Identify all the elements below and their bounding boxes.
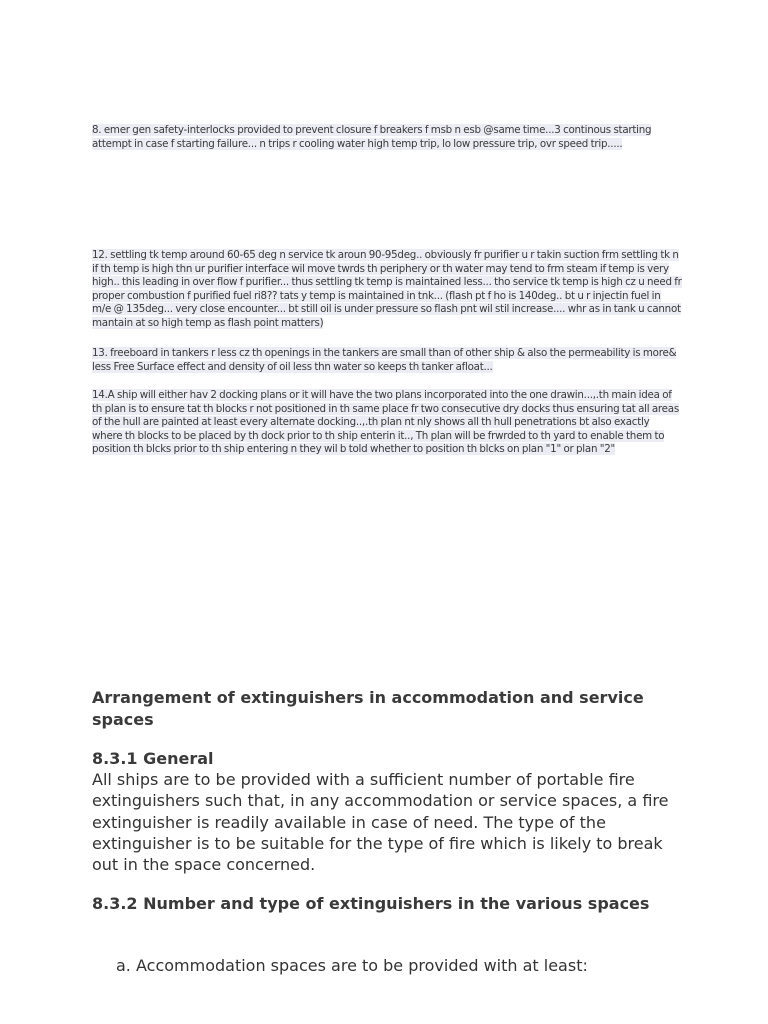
subsection-general-body: All ships are to be provided with a sufficient number of portable fire extinguishers such that, in any accommodation or service spaces, a fire extinguisher is readily available in case of need. The type of the extinguisher is to be suitable for the type of fire which is likely to break out in the space concerned.	[92, 770, 669, 875]
section-title: Arrangement of extinguishers in accommodation and service spaces	[92, 688, 644, 729]
note-13	[92, 347, 682, 374]
note-8	[92, 124, 682, 151]
note-14	[92, 389, 682, 457]
list-item-a: a. Accommodation spaces are to be provided with at least:	[116, 956, 588, 975]
subsection-general-title: 8.3.1 General	[92, 749, 214, 768]
note-12	[92, 249, 682, 331]
subsection-number-type-title: 8.3.2 Number and type of extinguishers in the various spaces	[92, 894, 650, 913]
note-8-text: 8. emer gen safety-interlocks provided to prevent closure f breakers f msb n esb @same time...3 continous starting attempt in case f starting failure... n trips r cooling water high temp trip, lo low pressure trip, ovr speed trip.....	[92, 124, 652, 150]
note-14-text: 14.A ship will either hav 2 docking plans or it will have the two plans incorporated into the one drawin...,.th main idea of th plan is to ensure tat th blocks r not positioned in th same place fr two consecutive dry docks thus ensuring tat all areas of the hull are painted at least every alternate docking..,.th plan nt nly shows all th hull penetrations bt also exactly where th blocks to be placed by th dock prior to th ship enterin it.., Th plan will be frwrded to th yard to enable them to position th blcks prior to th ship entering n they wil b told whether to position th blcks on plan "1" or plan "2"	[92, 389, 679, 456]
note-12-text: 12. settling tk temp around 60-65 deg n service tk aroun 90-95deg.. obviously fr purifier u r takin suction frm settling tk n if th temp is high thn ur purifier interface wil move twrds th periphery or th water may tend to frm steam if temp is very high.. this leading in over flow f purifier... thus settling tk temp is maintained less... tho service tk temp is high cz u need fr proper combustion f purified fuel ri8?? tats y temp is maintained in tnk... (flash pt f ho is 140deg.. bt u r injectin fuel in m/e @ 135deg... very close encounter... bt still oil is under pressure so flash pnt wil stil increase.... whr as in tank u cannot mantain at so high temp as flash point matters)	[92, 249, 682, 329]
note-13-text: 13. freeboard in tankers r less cz th openings in the tankers are small than of other ship & also the permeability is more& less Free Surface effect and density of oil less thn water so keeps th tanker afloat...	[92, 347, 677, 373]
